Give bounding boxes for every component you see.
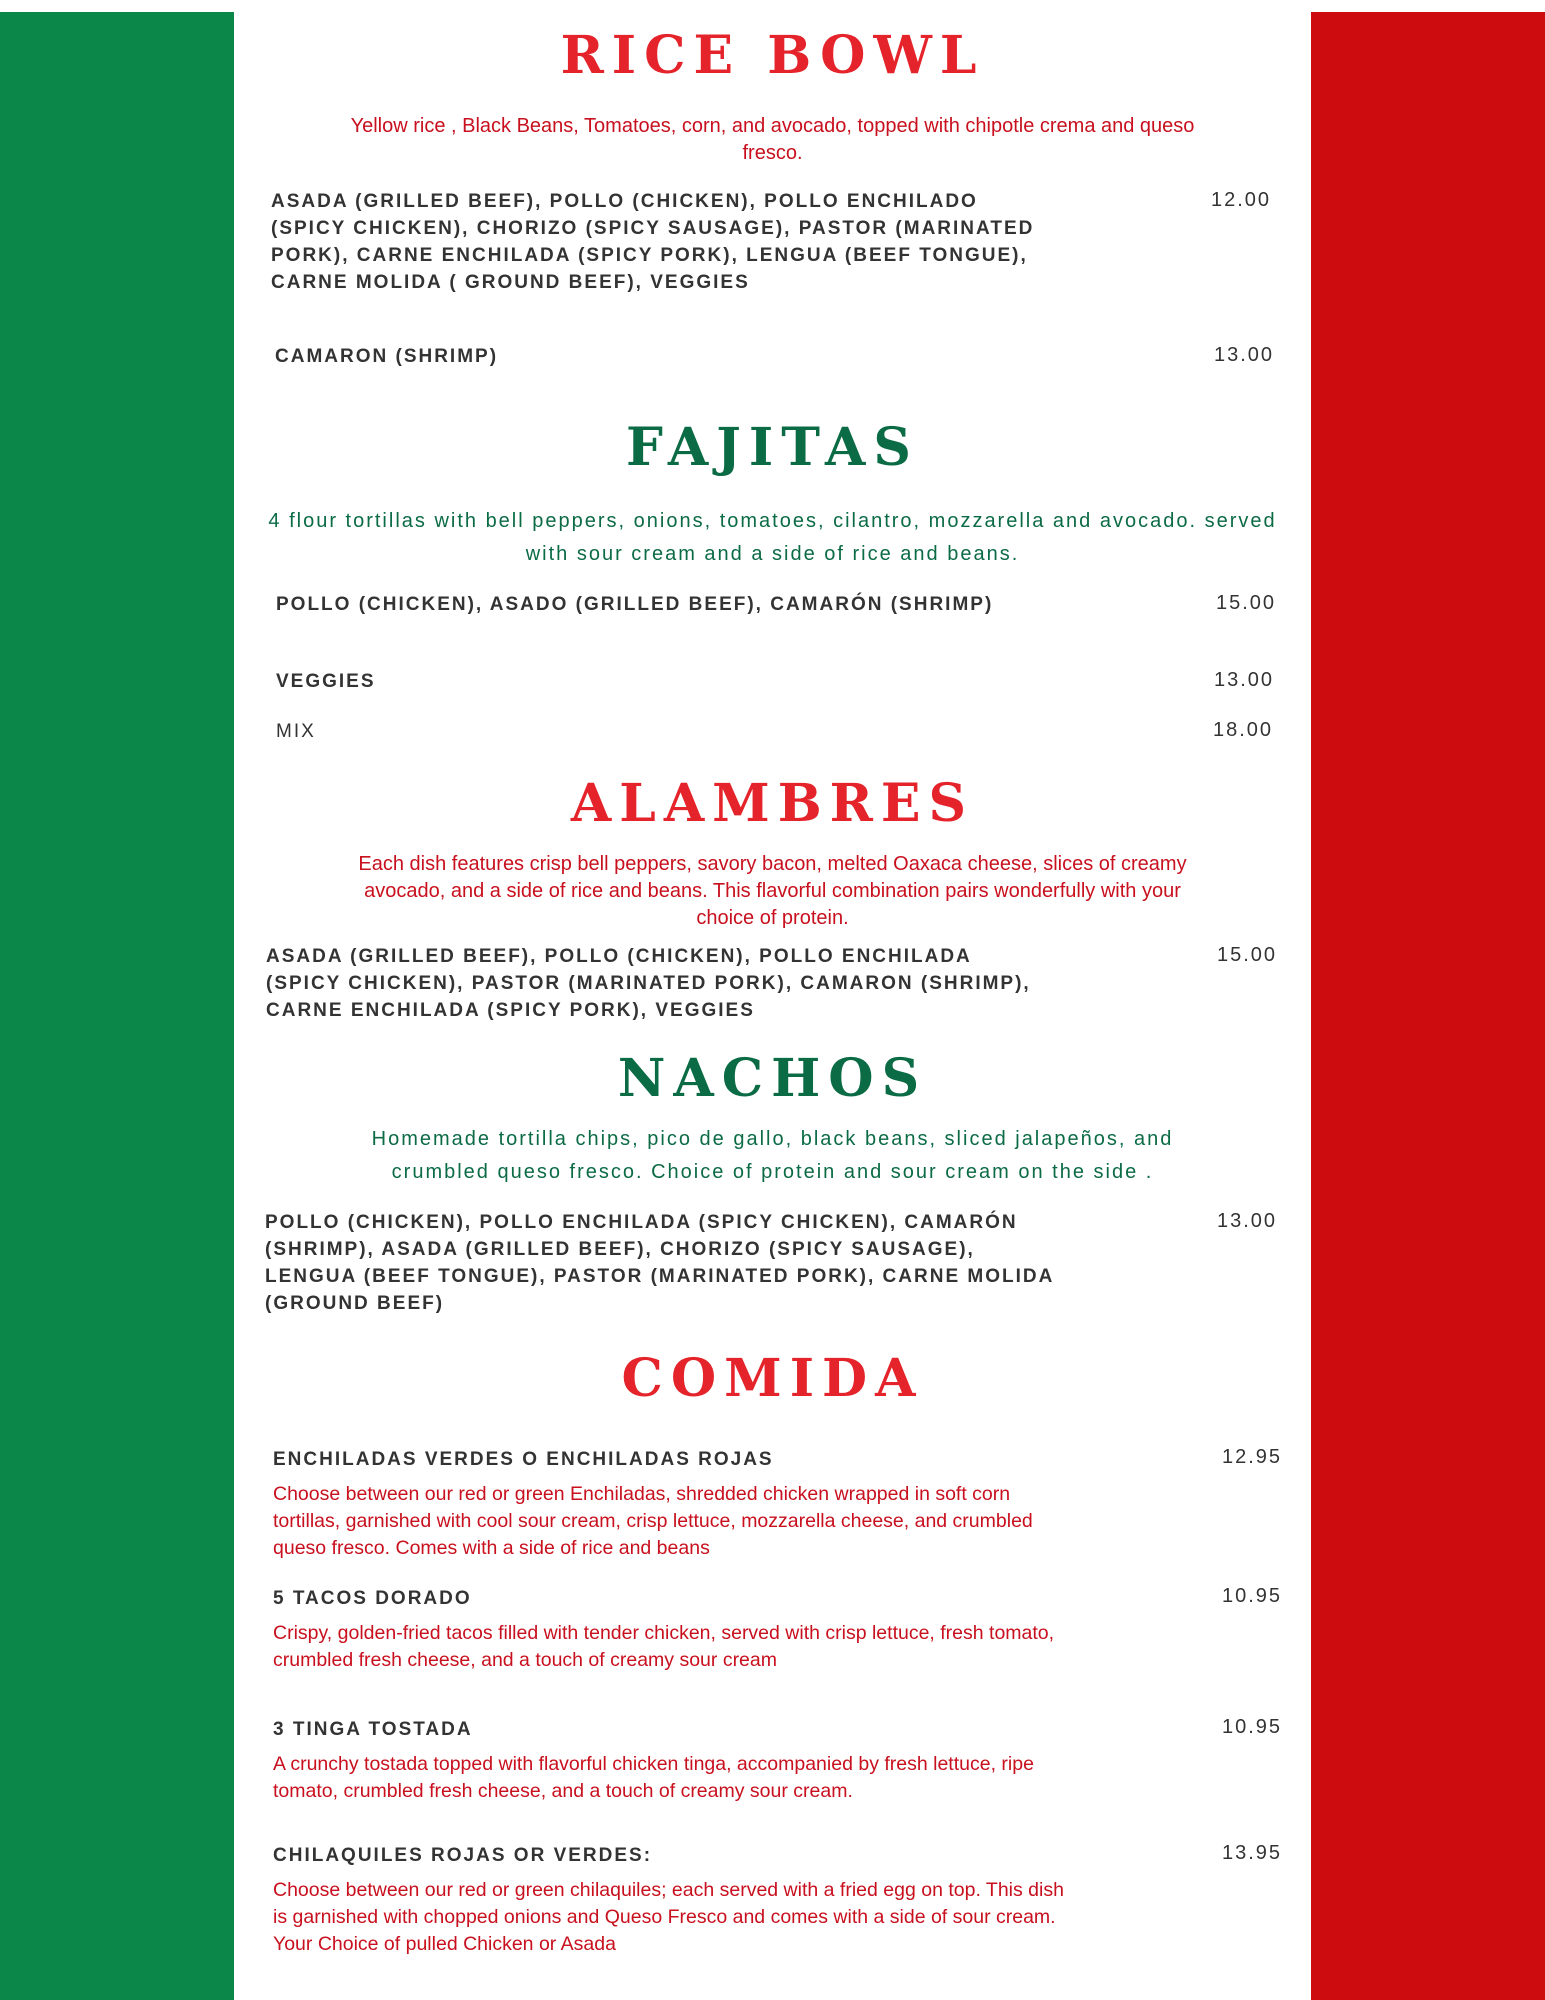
fajitas-item-proteins: POLLO (CHICKEN), ASADO (GRILLED BEEF), CAMARÓN (SHRIMP): [276, 594, 994, 615]
comida-price-tacos-dorado: 10.95: [1222, 1585, 1283, 1607]
fajitas-price-mix: 18.00: [1213, 719, 1274, 741]
rice-bowl-item-proteins: ASADA (GRILLED BEEF), POLLO (CHICKEN), POLLO ENCHILADO (SPICY CHICKEN), CHORIZO (SPICY SAUSAGE), PASTOR (MARINATED PORK), CARNE ENCHILADA (SPICY PORK), LENGUA (BEEF TONGUE), CARNE MOLIDA ( GROUND BEEF), VEGGIES: [271, 191, 1035, 293]
rice-bowl-price-proteins: 12.00: [1211, 189, 1272, 211]
comida-item-tinga-tostada: 3 TINGA TOSTADA: [273, 1719, 473, 1740]
rice-bowl-description: Yellow rice , Black Beans, Tomatoes, corn, and avocado, topped with chipotle crema and queso fresco.: [350, 115, 1195, 164]
comida-description-tinga-tostada: A crunchy tostada topped with flavorful chicken tinga, accompanied by fresh lettuce, ripe tomato, crumbled fresh cheese, and a touch of creamy sour cream.: [273, 1753, 1034, 1802]
fajitas-description: 4 flour tortillas with bell peppers, onions, tomatoes, cilantro, mozzarella and avocado. served with sour cream and a side of rice and beans.: [268, 510, 1277, 565]
alambres-description: Each dish features crisp bell peppers, savory bacon, melted Oaxaca cheese, slices of creamy avocado, and a side of rice and beans. This flavorful combination pairs wonderfully with your choice of protein.: [358, 853, 1187, 929]
comida-item-enchiladas: ENCHILADAS VERDES O ENCHILADAS ROJAS: [273, 1449, 774, 1470]
nachos-description: Homemade tortilla chips, pico de gallo, black beans, sliced jalapeños, and crumbled queso fresco. Choice of protein and sour cream on the side .: [371, 1128, 1174, 1183]
rice-bowl-heading: RICE BOWL: [560, 25, 985, 86]
rice-bowl-price-shrimp: 13.00: [1214, 344, 1275, 366]
comida-item-tacos-dorado: 5 TACOS DORADO: [273, 1588, 472, 1609]
rice-bowl-item-shrimp: CAMARON (SHRIMP): [275, 346, 499, 367]
alambres-item-proteins: ASADA (GRILLED BEEF), POLLO (CHICKEN), POLLO ENCHILADA (SPICY CHICKEN), PASTOR (MARINATED PORK), CAMARON (SHRIMP), CARNE ENCHILADA (SPICY PORK), VEGGIES: [266, 946, 1031, 1021]
alambres-heading: ALAMBRES: [570, 773, 975, 834]
nachos-item-proteins: POLLO (CHICKEN), POLLO ENCHILADA (SPICY CHICKEN), CAMARÓN (SHRIMP), ASADA (GRILLED BEEF), CHORIZO (SPICY SAUSAGE), LENGUA (BEEF TONGUE), PASTOR (MARINATED PORK), CARNE MOLIDA (GROUND BEEF): [265, 1212, 1054, 1314]
fajitas-price-proteins: 15.00: [1216, 592, 1277, 614]
comida-price-enchiladas: 12.95: [1222, 1446, 1283, 1468]
comida-description-enchiladas: Choose between our red or green Enchiladas, shredded chicken wrapped in soft corn tortillas, garnished with cool sour cream, crisp lettuce, mozzarella cheese, and crumbled queso fresco. Comes with a side of rice and beans: [273, 1483, 1033, 1559]
fajitas-heading: FAJITAS: [626, 417, 919, 478]
comida-description-chilaquiles: Choose between our red or green chilaquiles; each served with a fried egg on top. This dish is garnished with chopped onions and Queso Fresco and comes with a side of sour cream. Your Choice of pulled Chicken or Asada: [273, 1879, 1064, 1955]
nachos-price-proteins: 13.00: [1217, 1210, 1278, 1232]
red-flag-band: [1311, 12, 1545, 2000]
alambres-price-proteins: 15.00: [1217, 944, 1278, 966]
fajitas-item-mix: MIX: [276, 721, 316, 742]
fajitas-price-veggies: 13.00: [1214, 669, 1275, 691]
comida-heading: COMIDA: [621, 1348, 924, 1409]
nachos-heading: NACHOS: [617, 1048, 928, 1109]
green-flag-band: [0, 12, 234, 2000]
comida-price-chilaquiles: 13.95: [1222, 1842, 1283, 1864]
comida-description-tacos-dorado: Crispy, golden-fried tacos filled with tender chicken, served with crisp lettuce, fresh tomato, crumbled fresh cheese, and a touch of creamy sour cream: [273, 1622, 1055, 1671]
fajitas-item-veggies: VEGGIES: [276, 671, 376, 692]
comida-item-chilaquiles: CHILAQUILES ROJAS OR VERDES:: [273, 1845, 653, 1866]
comida-price-tinga-tostada: 10.95: [1222, 1716, 1283, 1738]
